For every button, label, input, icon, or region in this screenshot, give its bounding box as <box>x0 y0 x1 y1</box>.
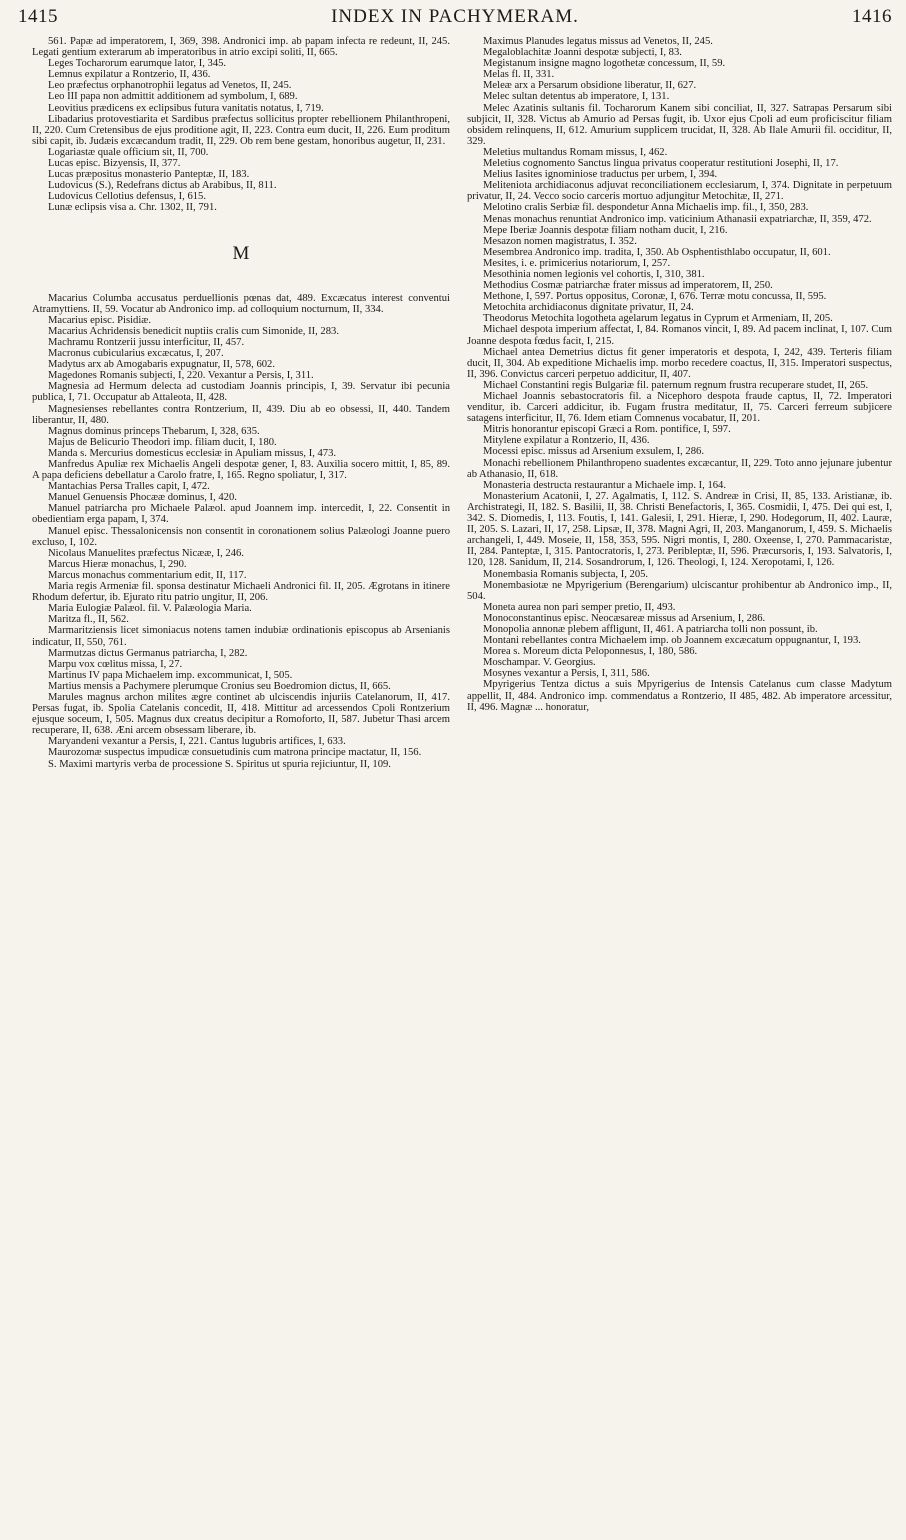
entries-letter-l <box>32 36 450 214</box>
index-entry: Monasteria destructa restaurantur a Michaele imp. I, 164. <box>483 479 726 491</box>
section-letter: M <box>232 242 250 264</box>
index-entry: Maryandeni vexantur a Persis, I, 221. Cantus lugubris artifices, I, 633. <box>48 736 346 748</box>
index-entry: Moneta aurea non pari semper pretio, II, 493. <box>483 601 676 613</box>
entries-letter-m <box>32 293 450 770</box>
index-entry: Magedones Romanis subjecti, I, 220. Vexantur a Persis, I, 311. <box>48 370 314 382</box>
index-entry: Melas fl. II, 331. <box>483 69 555 81</box>
index-entry: Methodius Cosmæ patriarchæ frater missus ad imperatorem, II, 250. <box>483 280 773 292</box>
index-entry: Theodorus Metochita logotheta agelarum legatus in Cyprum et Armeniam, II, 205. <box>483 313 833 325</box>
index-entry: Leges Tocharorum earumque lator, I, 345. <box>48 58 227 70</box>
index-entry: Lucas episc. Bizyensis, II, 377. <box>48 158 181 170</box>
index-entry: Macarius Columba accusatus perduellionis pœnas dat, 489. Excæcatus interest conventui Atramyttiens. II, 59. Vocatur ab Andronico imp. ad colloquium nocturnum, II, 334. <box>32 292 450 315</box>
index-entry: Maurozomæ suspectus impudicæ consuetudinis cum matrona principe mactatur, II, 156. <box>48 747 422 759</box>
index-entry: Lemnus expilatur a Rontzerio, II, 436. <box>48 69 211 81</box>
index-entry: Methone, I, 597. Portus oppositus, Coronæ, I, 676. Terræ motu concussa, II, 595. <box>483 291 827 303</box>
index-entry: Leovitius prædicens ex eclipsibus futura vanitatis notatus, I, 719. <box>48 102 324 114</box>
index-entry: Marcus monachus commentarium edit, II, 117. <box>48 569 247 581</box>
index-entry: Montani rebellantes contra Michaelem imp. ob Joannem excæcatum oppugnantur, I, 193. <box>483 635 861 647</box>
index-entry: Martinus IV papa Michaelem imp. excommunicat, I, 505. <box>48 669 293 681</box>
index-entry: Macronus cubicularius excæcatus, I, 207. <box>48 348 224 360</box>
page-number-left: 1415 <box>18 6 58 27</box>
index-entry: Mitylene expilatur a Rontzerio, II, 436. <box>483 435 650 447</box>
index-entry: Marcus Hieræ monachus, I, 290. <box>48 558 187 570</box>
index-entry: Manfredus Apuliæ rex Michaelis Angeli despotæ gener, I, 83. Auxilia socero mittit, I, 85, 89. A papa deficiens debellatur a Carolo fratre, I, 165. Regno spoliatur, I, 317. <box>32 459 450 482</box>
index-entry: Mpyrigerius Tentza dictus a suis Mpyrigerius de Intensis Catelanus cum classe Madytum appellit, II, 484. Andronico imp. commendatus a Rontzerio, II 485, 482. Ab imperatore arcessitur, II, 496. Magnæ ... honoratur, <box>467 679 892 713</box>
index-entry: Mepe Iberiæ Joannis despotæ filiam notham ducit, I, 216. <box>483 224 728 236</box>
index-entry: Magnesienses rebellantes contra Rontzerium, II, 439. Diu ab eo obsessi, II, 440. Tandem liberantur, II, 480. <box>32 403 450 426</box>
index-entry: Mitris honorantur episcopi Græci a Rom. pontifice, I, 597. <box>483 424 731 436</box>
index-entry: Maritza fl., II, 562. <box>48 614 129 626</box>
index-entry: Meletius multandus Romam missus, I, 462. <box>483 146 668 158</box>
index-entry: Leo præfectus orphanotrophii legatus ad Venetos, II, 245. <box>48 80 292 92</box>
index-columns <box>18 36 892 770</box>
index-entry: Ludovicus Cellotius defensus, I, 615. <box>48 191 207 203</box>
index-entry: Lunæ eclipsis visa a. Chr. 1302, II, 791. <box>48 202 217 214</box>
index-entry: Magnus dominus princeps Thebarum, I, 328, 635. <box>48 425 260 437</box>
index-entry: Macarius episc. Pisidiæ. <box>48 314 151 326</box>
index-entry: Mesazon nomen magistratus, I. 352. <box>483 235 637 247</box>
index-entry: Mesothinia nomen legionis vel cohortis, I, 310, 381. <box>483 268 705 280</box>
index-entry: Majus de Belicurio Theodori imp. filiam ducit, I, 180. <box>48 436 277 448</box>
index-entry: Martius mensis a Pachymere plerumque Cronius seu Boedromion dictus, II, 665. <box>48 680 391 692</box>
entries-letter-m-continued <box>467 36 892 713</box>
index-entry: Maximus Planudes legatus missus ad Venetos, II, 245. <box>483 36 713 47</box>
page-title: INDEX IN PACHYMERAM. <box>331 6 579 27</box>
index-entry: Mocessi episc. missus ad Arsenium exsulem, I, 286. <box>483 446 704 458</box>
index-entry: Megistanum insigne magno logothetæ concessum, II, 59. <box>483 58 726 70</box>
index-entry: Michael Constantini regis Bulgariæ fil. paternum regnum frustra recuperare studet, II, 265. <box>483 379 869 391</box>
index-entry: Michael antea Demetrius dictus fit gener imperatoris et despota, I, 242, 439. Terteris filiam ducit, II, 304. Ab expeditione Michaelis imp. morbo recedere coactus, II, 315. Imperatori suspectus, II, 396. Convictus carceri perpetuo addicitur, II, 407. <box>467 346 892 380</box>
index-entry: Megaloblachitæ Joanni despotæ subjecti, I, 83. <box>483 47 682 59</box>
index-entry: Melotino cralis Serbiæ fil. despondetur Anna Michaelis imp. fil., I, 350, 283. <box>483 202 809 214</box>
index-entry: Manuel episc. Thessalonicensis non consentit in coronationem solius Palæologi Joanne puero excluso, I, 102. <box>32 525 450 548</box>
index-entry: Mesembrea Andronico imp. tradita, I, 350. Ab Osphentisthlabo occupatur, II, 601. <box>483 246 831 258</box>
index-entry: Magnesia ad Hermum delecta ad custodiam Joannis principis, I, 39. Servatur ibi pecunia publica, I, 71. Occupatur ab Attaleota, II, 428. <box>32 381 450 404</box>
index-entry: Marmaritziensis licet simoniacus notens tamen indubiæ ordinationis episcopus ab Arsenianis indicatur, II, 550, 761. <box>32 625 450 648</box>
index-entry: Melec sultan detentus ab imperatore, I, 131. <box>483 91 670 103</box>
index-entry: Moschampar. V. Georgius. <box>483 657 596 669</box>
index-entry: Menas monachus renuntiat Andronico imp. vaticinium Athanasii expatriarchæ, II, 359, 472. <box>483 213 872 225</box>
index-entry: Marpu vox cœlitus missa, I, 27. <box>48 658 183 670</box>
index-entry: Michael despota imperium affectat, I, 84. Romanos vincit, I, 89. Ad pacem inclinat, I, 107. Cum Joanne despota fœdus facit, I, 215. <box>467 324 892 347</box>
index-entry: Melius Iasites ignominiose traductus per urbem, I, 394. <box>483 169 718 181</box>
index-entry: Marmutzas dictus Germanus patriarcha, I, 282. <box>48 647 248 659</box>
index-entry: Mesites, i. e. primicerius notariorum, I, 257. <box>483 257 671 269</box>
index-entry: Monachi rebellionem Philanthropeno suadentes excæcantur, II, 229. Toto anno jejunare jubentur ab Athanasio, II, 618. <box>467 457 892 480</box>
index-entry: Monembasia Romanis subjecta, I, 205. <box>483 568 649 580</box>
index-entry: Maria regis Armeniæ fil. sponsa destinatur Michaeli Andronici fil. II, 205. Ægrotans in itinere Rhodum defertur, ib. Ejurato ritu patrio ungitur, II, 206. <box>32 581 450 604</box>
index-entry: Michael Joannis sebastocratoris fil. a Nicephoro despota fraude captus, II, 72. Imperatori venditur, ib. Carceri addicitur, ib. Fugam frustra meditatur, II, 75. Carceri ferreum subjicere satagens interficitur, II, 76. Idem etiam Comnenus vocabatur, II, 201. <box>467 391 892 425</box>
index-entry: Madytus arx ab Amogabaris expugnatur, II, 578, 602. <box>48 359 275 371</box>
index-entry: Mantachias Persa Tralles capit, I, 472. <box>48 481 210 493</box>
index-entry: Libadarius protovestiarita et Sardibus præfectus sollicitus propter rebellionem Philanthropeni, II, 220. Cum Cretensibus de ejus proditione agit, II, 223. Contra eum ducit, II, 226. Eum proditum sibi capit, ib. Judæis excæcandum tradit, II, 229. Ob rem bene gestam, honoribus augetur, II, 231. <box>32 113 450 147</box>
index-entry: Mosynes vexantur a Persis, I, 311, 586. <box>483 668 650 680</box>
index-entry: Monasterium Acatonii, I, 27. Agalmatis, I, 112. S. Andreæ in Crisi, II, 85, 133. Aristianæ, ib. Archistrategi, II, 182. S. Basilii, II, 38. Christi Benefactoris, I, 365. Cosmidii, I, 475. Dei qui est, I, 342. S. Diomedis, I, 113. Foutis, I, 141. Galesii, I, 291. Hieræ, I, 290. Hodegorum, II, 402. Lauræ, II, 205. S. Lazari, II, 17, 258. Lipsæ, II, 378. Magni Agri, II, 203. Manganorum, I, 459. S. Michaelis archangeli, I, 449. Moseie, II, 158, 353, 595. Nigri montis, I, 280. Oxeense, I, 270. Pammacaristæ, II, 284. Panteptæ, I, 315. Pantocratoris, I, 273. Peribleptæ, II, 596. Præcursoris, I, 193. Salvatoris, I, 120, 128. Sanidum, II, 214. Sosandrorum, I, 126. Theologi, I, 124. Xeropotami, I, 126. <box>467 490 892 569</box>
index-entry: Manuel patriarcha pro Michaele Palæol. apud Joannem imp. intercedit, I, 22. Consentit in obedientiam erga papam, I, 374. <box>32 503 450 526</box>
index-entry: Manda s. Mercurius domesticus ecclesiæ in Apuliam missus, I, 473. <box>48 447 337 459</box>
index-entry: Monembasiotæ ne Mpyrigerium (Berengarium) ulciscantur prohibentur ab Andronico imp., II, 504. <box>467 579 892 602</box>
index-entry: Morea s. Moreum dicta Peloponnesus, I, 180, 586. <box>483 646 698 658</box>
index-entry: S. Maximi martyris verba de processione S. Spiritus ut spuria rejiciuntur, II, 109. <box>48 758 391 770</box>
index-entry: Maria Eulogiæ Palæol. fil. V. Palæologia Maria. <box>48 603 252 615</box>
index-entry: Meliteniota archidiaconus adjuvat reconciliationem ecclesiarum, I, 374. Dignitate in perpetuum privatur, II, 24. Vecco socio carceris mortuo adjungitur Metochitæ, II, 271. <box>467 180 892 203</box>
index-entry: Monoconstantinus episc. Neocæsareæ missus ad Arsenium, I, 286. <box>483 612 766 624</box>
index-entry: Machramu Rontzerii jussu interficitur, II, 457. <box>48 336 245 348</box>
index-entry: Nicolaus Manuelites præfectus Nicææ, I, 246. <box>48 547 244 559</box>
index-entry: Monopolia annonæ plebem affligunt, II, 461. A patriarcha tolli non possunt, ib. <box>483 623 818 635</box>
index-entry: Ludovicus (S.), Redefrans dictus ab Arabibus, II, 811. <box>48 180 277 192</box>
index-entry: Logariastæ quale officium sit, II, 700. <box>48 146 209 158</box>
index-entry: Manuel Genuensis Phocææ dominus, I, 420. <box>48 492 237 504</box>
index-entry: Meleæ arx a Persarum obsidione liberatur, II, 627. <box>483 80 697 92</box>
index-entry: Macarius Achridensis benedicit nuptiis cralis cum Simonide, II, 283. <box>48 325 339 337</box>
page-header <box>18 6 892 34</box>
index-entry: 561. Papæ ad imperatorem, I, 369, 398. Andronici imp. ab papam infecta re redeunt, II, 245. Legati gentium exterarum ab imperatoribus in atrio excipi soliti, II, 665. <box>32 36 450 59</box>
right-column <box>467 36 892 770</box>
index-entry: Meletius cognomento Sanctus lingua privatus cooperatur restitutioni Josephi, II, 17. <box>483 158 839 170</box>
index-entry: Melec Azatinis sultanis fil. Tocharorum Kanem sibi conciliat, II, 327. Satrapas Persarum sibi subjicit, II, 328. Victus ab Amurio ad Persas fugit, ib. Uxor ejus Cpoli ad eum proficiscitur filiam obsidem relinquens, II, 612. Amurium supplicem trucidat, II, 328. Ab Ilale Amurii fil. occiditur, II, 329. <box>467 102 892 147</box>
page-number-right: 1416 <box>852 6 892 27</box>
index-entry: Metochita archidiaconus dignitate privatur, II, 24. <box>483 302 694 314</box>
index-entry: Lucas præpositus monasterio Panteptæ, II, 183. <box>48 169 250 181</box>
left-column <box>18 36 450 770</box>
index-entry: Marules magnus archon milites ægre continet ab ulciscendis injuriis Catelanorum, II, 417. Persas fugat, ib. Spolia Catelanis concedit, II, 418. Mittitur ad arcessendos Cpoli Rontzerium ejusque soceum, I, 505. Magnus dux creatus decipitur a Romoforto, II, 587. Jubetur Thasi arcem recuperare, II, 638. Æni arcem obsessam liberare, ib. <box>32 691 450 737</box>
index-entry: Leo III papa non admittit additionem ad symbolum, I, 689. <box>48 91 298 103</box>
